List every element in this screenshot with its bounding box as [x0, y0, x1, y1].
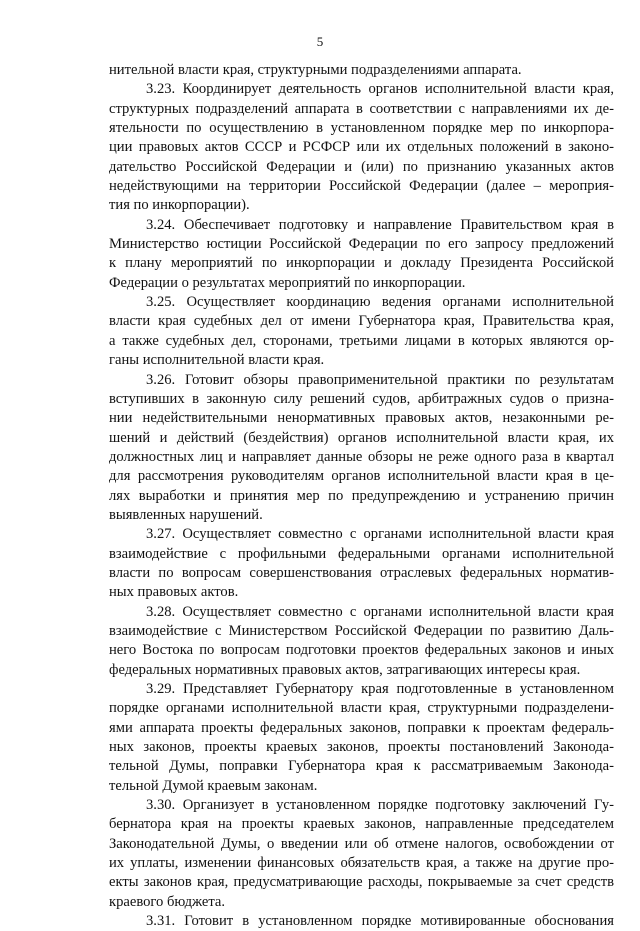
text-line: Федерации о результатах мероприятий по инкорпорации. [109, 274, 466, 291]
text-line: структурных подразделений аппарата в соответствии с направлениями их де- [109, 100, 614, 117]
text-line: 3.31. Готовит в установленном порядке мотивированные обоснования [146, 913, 614, 930]
text-line: их уплаты, изменении финансовых обязательств края, а также на другие про- [109, 855, 614, 872]
text-line: 3.29. Представляет Губернатору края подготовленные в установленном [146, 681, 614, 697]
text-line: екты законов края, предусматривающие расходы, покрываемые за счет средств [109, 874, 614, 891]
text-line: должностных лиц и направляет данные обзоры не реже одного раза в квартал [109, 448, 614, 465]
text-line: федеральных нормативных правовых актов, затрагивающих интересы края. [109, 661, 581, 678]
text-line: а также судебных дел, сторонами, третьими лицами в которых являются ор- [109, 332, 614, 349]
text-line: власти по вопросам совершенствования отраслевых федеральных норматив- [109, 564, 614, 581]
text-line: взаимодействие с профильными федеральными органами исполнительной [109, 545, 614, 562]
text-line: 3.23. Координирует деятельность органов исполнительной власти края, [146, 81, 614, 98]
text-line: к плану мероприятий по инкорпорации и докладу Президента Российской [109, 255, 614, 272]
text-line: лях выработки и принятия мер по предупреждению и устранению причин [109, 487, 614, 504]
text-line: ями аппарата проекты федеральных законов, поправки к проектам федераль- [109, 719, 614, 736]
text-line: нии недействительными ненормативных правовых актов, незаконными ре- [109, 410, 614, 427]
text-line: ных правовых актов. [109, 584, 239, 601]
text-line: выявленных нарушений. [109, 506, 263, 523]
text-line: нительной власти края, структурными подразделениями аппарата. [109, 62, 522, 78]
text-line: 3.24. Обеспечивает подготовку и направление Правительством края в [146, 216, 614, 233]
text-line: Законодательной Думы, о введении или об отмене налогов, освобождении от [109, 835, 614, 852]
text-line: ных законов, проекты краевых законов, проекты постановлений Законода- [109, 739, 614, 756]
text-line: него Востока по вопросам подготовки проектов федеральных законов и иных [109, 642, 614, 659]
text-line: 3.30. Организует в установленном порядке подготовку заключений Гу- [146, 797, 614, 814]
text-line: для рассмотрения руководителям органов исполнительной власти края в це- [109, 468, 614, 485]
text-line: 3.28. Осуществляет совместно с органами исполнительной власти края [146, 603, 614, 620]
text-line: взаимодействие с Министерством Российской Федерации по развитию Даль- [109, 622, 614, 639]
text-line: ции правовых актов СССР и РСФСР или их отдельных положений в законо- [109, 139, 614, 156]
document-body [109, 61, 614, 931]
text-line: тельной Думой краевым законам. [109, 777, 318, 794]
text-line: тельной Думы, поправки Губернатора края к рассматриваемым Законода- [109, 758, 614, 775]
text-line: шений и действий (бездействия) органов исполнительной власти края, их [109, 429, 614, 446]
text-line: ганы исполнительной власти края. [109, 352, 325, 369]
text-line: бернатора края на проекты краевых законов, направленные председателем [109, 816, 614, 833]
text-line: Министерство юстиции Российской Федерации по его запросу предложений [109, 236, 614, 253]
text-line: вступивших в законную силу решений судов, арбитражных судов о призна- [109, 390, 614, 407]
text-line: ятельности по осуществлению в установленном порядке мер по инкорпора- [109, 120, 614, 137]
text-line: порядке органами исполнительной власти края, структурными подразделени- [109, 700, 614, 717]
text-line: 3.25. Осуществляет координацию ведения органами исполнительной [146, 294, 614, 311]
page-number: 5 [316, 34, 324, 49]
text-line: 3.27. Осуществляет совместно с органами исполнительной власти края [146, 526, 614, 543]
text-line: недействующими на территории Российской Федерации (далее – мероприя- [109, 178, 614, 195]
text-line: краевого бюджета. [109, 893, 226, 910]
text-line: тия по инкорпорации). [109, 197, 250, 214]
text-line: власти края судебных дел от имени Губернатора края, Правительства края, [109, 313, 614, 330]
text-line: дательство Российской Федерации и (или) по признанию указанных актов [109, 158, 614, 175]
text-line: 3.26. Готовит обзоры правоприменительной практики по результатам [146, 371, 614, 388]
